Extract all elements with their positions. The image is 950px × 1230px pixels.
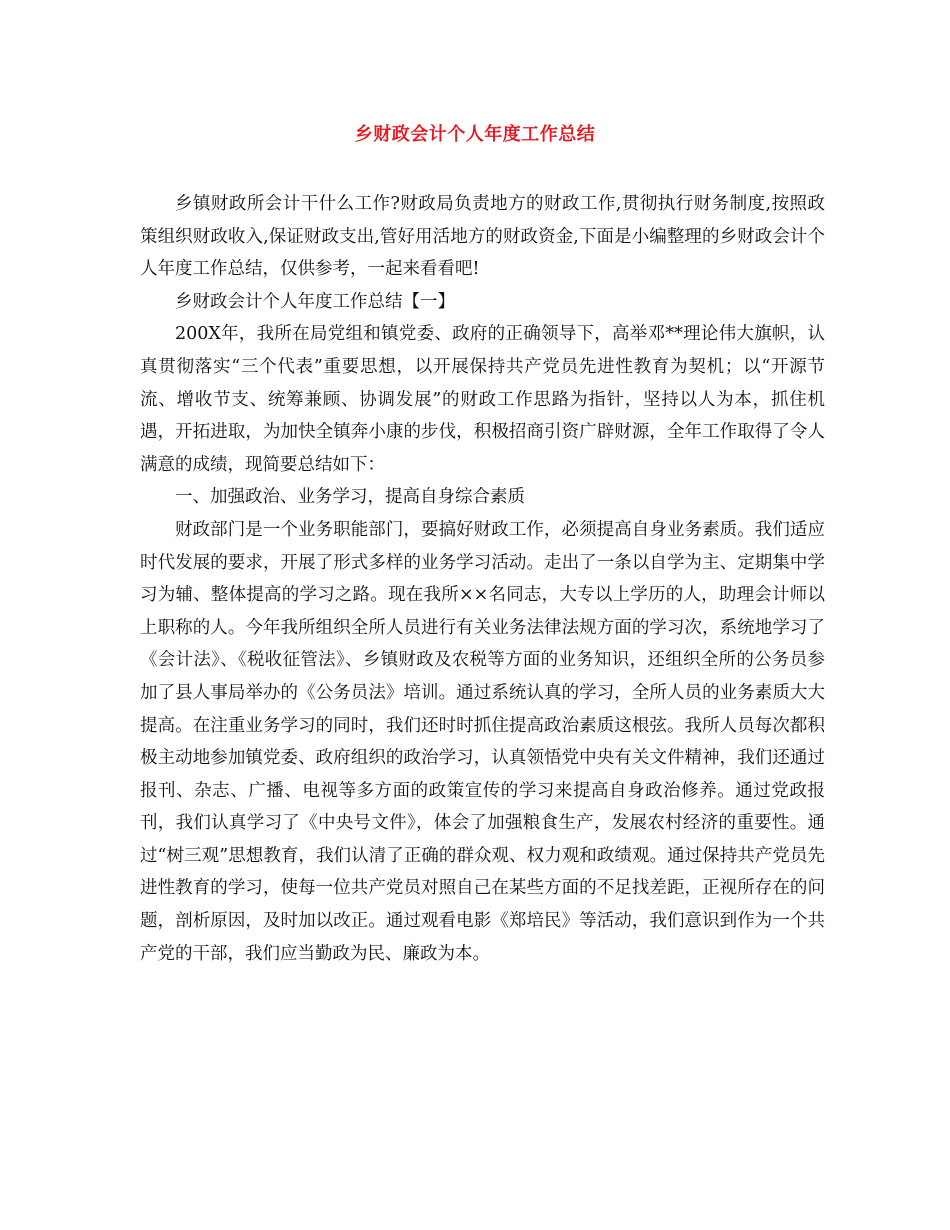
- document-title: 乡财政会计个人年度工作总结: [354, 124, 596, 145]
- body-paragraph: 财政部门是一个业务职能部门，要搞好财政工作，必须提高自身业务素质。我们适应时代发展的要求，开展了形式多样的业务学习活动。走出了一条以自学为主、定期集中学习为辅、整体提高的学习之路。现在我所××名同志，大专以上学历的人，助理会计师以上职称的人。今年我所组织全所人员进行有关业务法律法规方面的学习次，系统地学习了《会计法》、《税收征管法》、乡镇财政及农税等方面的业务知识，还组织全所的公务员参加了县人事局举办的《公务员法》培训。通过系统认真的学习，全所人员的业务素质大大提高。在注重业务学习的同时，我们还时时抓住提高政治素质这根弦。我所人员每次都积极主动地参加镇党委、政府组织的政治学习，认真领悟党中央有关文件精神，我们还通过报刊、杂志、广播、电视等多方面的政策宣传的学习来提高自身政治修养。通过党政报刊，我们认真学习了《中央号文件》，体会了加强粮食生产，发展农村经济的重要性。通过“树三观”思想教育，我们认清了正确的群众观、权力观和政绩观。通过保持共产党员先进性教育的学习，使每一位共产党员对照自己在某些方面的不足找差距，正视所存在的问题，剖析原因，及时加以改正。通过观看电影《郑培民》等活动，我们意识到作为一个共产党的干部，我们应当勤政为民、廉政为本。: [140, 519, 825, 964]
- section-heading: 乡财政会计个人年度工作总结【一】: [175, 291, 455, 312]
- body-paragraph: 200X年，我所在局党组和镇党委、政府的正确领导下，高举邓**理论伟大旗帜，认真贯彻落实“三个代表”重要思想，以开展保持共产党员先进性教育为契机；以“开源节流、增收节支、统筹兼顾、协调发展”的财政工作思路为指针，坚持以人为本，抓住机遇，开拓进取，为加快全镇奔小康的步伐，积极招商引资广辟财源，全年工作取得了令人满意的成绩，现简要总结如下：: [140, 324, 825, 475]
- subsection-heading: 一、加强政治、业务学习，提高自身综合素质: [175, 487, 525, 508]
- intro-paragraph: 乡镇财政所会计干什么工作?财政局负责地方的财政工作,贯彻执行财务制度,按照政策组织财政收入,保证财政支出,管好用活地方的财政资金,下面是小编整理的乡财政会计个人年度工作总结，仅供参考，一起来看看吧!: [140, 194, 825, 280]
- document-body: [140, 188, 825, 970]
